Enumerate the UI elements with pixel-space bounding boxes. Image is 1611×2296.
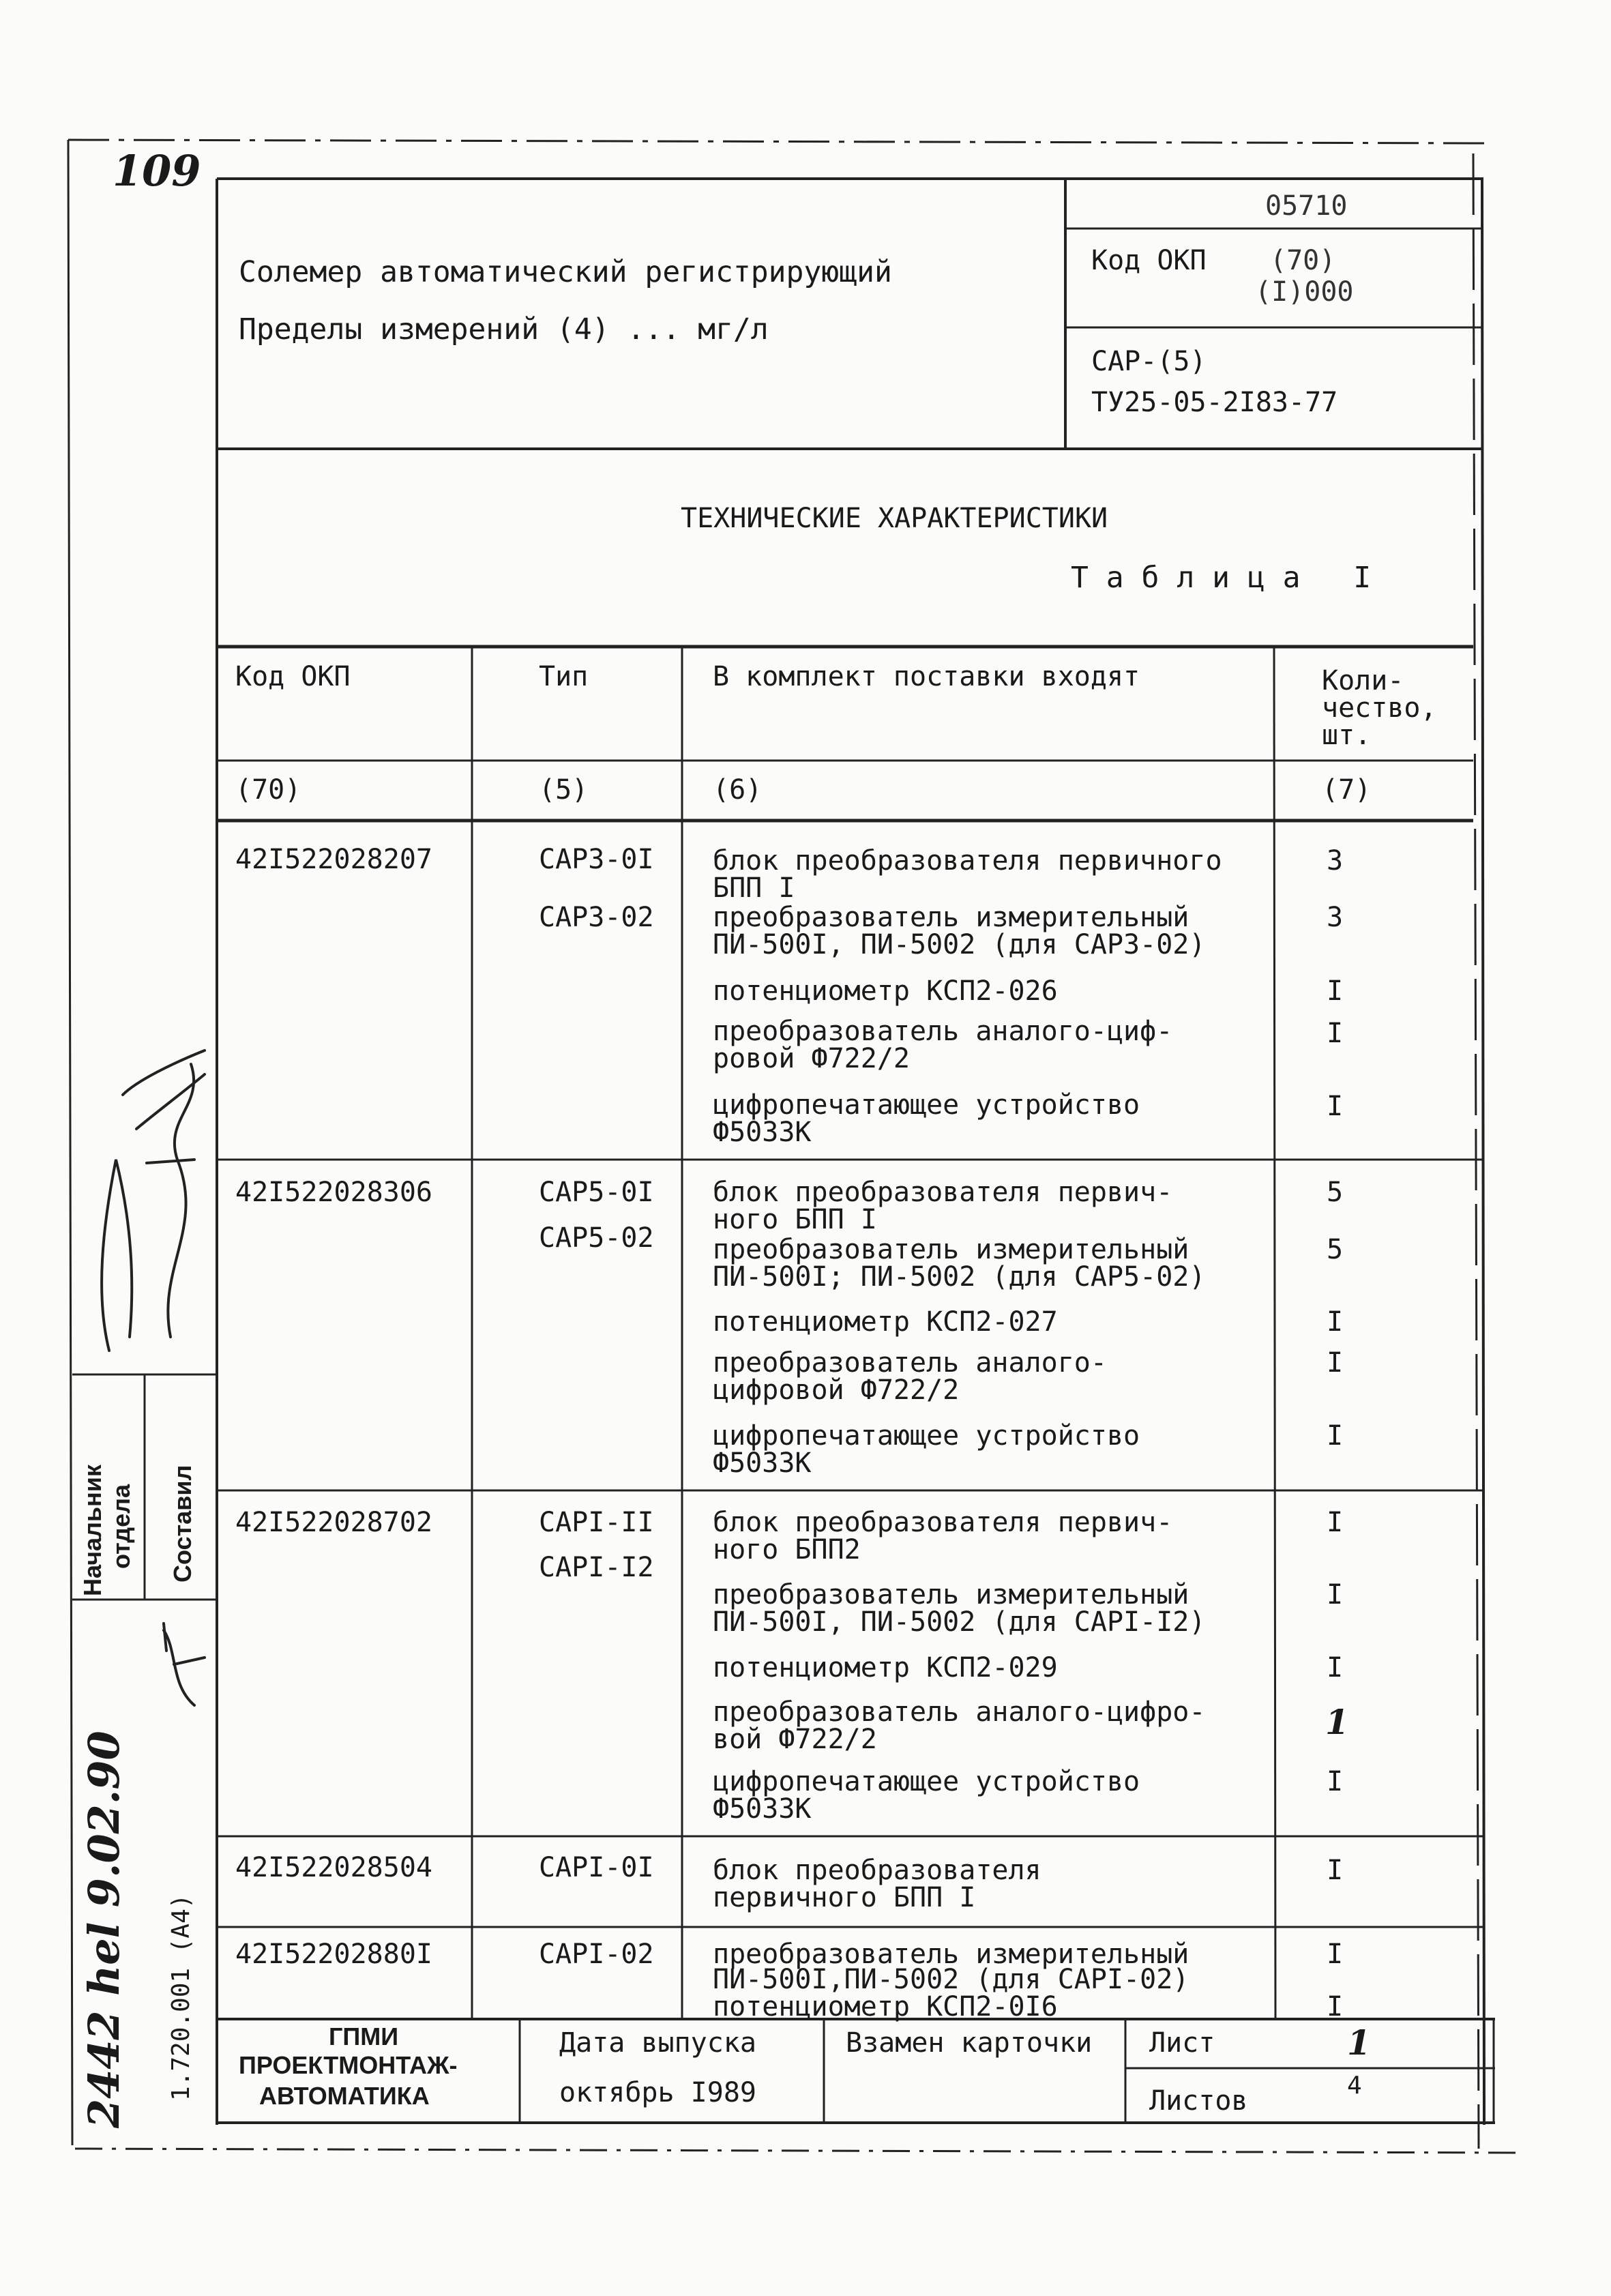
chief-label-1: Начальник	[78, 1465, 106, 1596]
okp-value-1: (70)	[1270, 245, 1336, 276]
item-qty: 5	[1327, 1234, 1344, 1265]
item-qty: 1	[1325, 1702, 1349, 1742]
item-qty: I	[1327, 1991, 1344, 2022]
item-line: потенциометр КСП2-0I6	[713, 1991, 1058, 2022]
item-qty: 3	[1327, 902, 1344, 933]
table-caption: Т а б л и ц а I	[1071, 561, 1372, 595]
item-qty: I	[1327, 1347, 1344, 1379]
item-line: блок преобразователя первич-	[713, 1507, 1173, 1538]
item-line: ПИ-500I, ПИ-5002 (для САРI-I2)	[713, 1606, 1206, 1638]
col-code-7: (7)	[1322, 774, 1372, 806]
item-line: потенциометр КСП2-026	[713, 975, 1058, 1007]
type-value: САРI-02	[539, 1939, 654, 1970]
item-qty: 5	[1327, 1177, 1344, 1208]
item-line: преобразователь измерительный	[713, 1234, 1189, 1265]
item-qty: I	[1327, 975, 1344, 1007]
item-line: преобразователь аналого-	[713, 1347, 1107, 1379]
page-number: 109	[113, 146, 201, 196]
handwritten-registration: 2442 hel 9.02.90	[79, 1731, 129, 2128]
item-line: БПП I	[713, 872, 795, 904]
item-qty: I	[1327, 1507, 1344, 1538]
type-value: САРI-I2	[539, 1552, 654, 1583]
item-line: блок преобразователя	[713, 1855, 1041, 1886]
col-header-type: Тип	[539, 661, 589, 692]
measurement-range: Пределы измерений (4) ... мг/л	[239, 312, 769, 347]
okp-value-2: (I)000	[1255, 276, 1354, 308]
type-value: САР5-02	[539, 1222, 654, 1254]
product-title: Солемер автоматический регистрирующий	[239, 255, 892, 289]
item-qty: 3	[1327, 845, 1344, 877]
signature-compiler	[168, 1064, 194, 1337]
item-line: Ф5033К	[713, 1117, 812, 1148]
col-code-5: (5)	[539, 774, 589, 806]
item-line: преобразователь аналого-цифро-	[713, 1696, 1206, 1728]
item-qty: I	[1327, 1420, 1344, 1452]
item-qty: I	[1327, 1855, 1344, 1886]
item-line: ного БПП I	[713, 1204, 877, 1235]
item-line: ного БПП2	[713, 1534, 861, 1565]
sheets-label: Листов	[1149, 2085, 1248, 2117]
item-line: вой Ф722/2	[713, 1724, 877, 1755]
item-qty: I	[1327, 1579, 1344, 1610]
type-value: САР5-0I	[539, 1177, 654, 1208]
item-line: ровой Ф722/2	[713, 1043, 910, 1074]
col-header-qty-3: шт.	[1322, 720, 1372, 751]
item-qty: I	[1327, 1306, 1344, 1338]
compiled-label: Составил	[168, 1465, 196, 1583]
item-qty: I	[1327, 1652, 1344, 1683]
tu-designation: ТУ25-05-2I83-77	[1091, 387, 1338, 418]
okp-code: 42I522028702	[235, 1507, 432, 1538]
sheet-label: Лист	[1149, 2027, 1215, 2059]
item-line: цифровой Ф722/2	[713, 1374, 960, 1406]
signature-chief	[102, 1160, 132, 1351]
item-qty: I	[1327, 1091, 1344, 1122]
item-line: первичного БПП I	[713, 1882, 976, 1913]
item-line: цифропечатающее устройство	[713, 1420, 1140, 1452]
okp-code: 42I522028207	[235, 844, 432, 875]
type-value: САР3-02	[539, 902, 654, 933]
item-line: преобразователь измерительный	[713, 1939, 1189, 1970]
item-qty: I	[1327, 1766, 1344, 1797]
col-code-6: (6)	[713, 774, 763, 806]
item-line: блок преобразователя первичного	[713, 845, 1222, 877]
model-designation: САР-(5)	[1091, 346, 1207, 377]
okp-code: 42I522028504	[235, 1852, 432, 1883]
doc-code: 1.720.001 (А4)	[167, 1894, 195, 2101]
item-qty: I	[1327, 1939, 1344, 1970]
item-line: потенциометр КСП2-027	[713, 1306, 1058, 1338]
item-line: преобразователь измерительный	[713, 1579, 1189, 1610]
card-code: 05710	[1265, 190, 1348, 222]
release-label: Дата выпуска	[559, 2027, 756, 2059]
item-line: цифропечатающее устройство	[713, 1766, 1140, 1797]
col-header-contents: В комплект поставки входят	[713, 661, 1140, 692]
col-header-qty-2: чество,	[1322, 692, 1437, 724]
section-title: ТЕХНИЧЕСКИЕ ХАРАКТЕРИСТИКИ	[681, 503, 1108, 534]
item-line: Ф5033К	[713, 1793, 812, 1825]
okp-code: 42I52202880I	[235, 1939, 432, 1970]
item-line: преобразователь аналого-циф-	[713, 1016, 1173, 1047]
type-value: САРI-0I	[539, 1852, 654, 1883]
org-name-1: ГПМИ	[329, 2022, 399, 2050]
col-header-code: Код ОКП	[235, 661, 351, 692]
sheets-value: 4	[1347, 2072, 1362, 2100]
col-code-70: (70)	[235, 774, 301, 806]
okp-label: Код ОКП	[1091, 245, 1207, 276]
replace-label: Взамен карточки	[846, 2027, 1093, 2059]
chief-label-2: отдела	[107, 1484, 135, 1569]
item-line: цифропечатающее устройство	[713, 1089, 1140, 1121]
item-qty: I	[1327, 1018, 1344, 1049]
item-line: потенциометр КСП2-029	[713, 1652, 1058, 1683]
org-name-3: АВТОМАТИКА	[259, 2082, 430, 2110]
item-line: преобразователь измерительный	[713, 902, 1189, 933]
type-value: САРI-II	[539, 1507, 654, 1538]
okp-code: 42I522028306	[235, 1177, 432, 1208]
release-value: октябрь I989	[559, 2077, 756, 2108]
item-line: ПИ-500I; ПИ-5002 (для САР5-02)	[713, 1261, 1206, 1293]
type-value: САР3-0I	[539, 844, 654, 875]
sheet-value: 1	[1347, 2022, 1371, 2063]
col-header-qty-1: Коли-	[1322, 665, 1404, 696]
org-name-2: ПРОЕКТМОНТАЖ-	[239, 2051, 458, 2079]
item-line: блок преобразователя первич-	[713, 1177, 1173, 1208]
item-line: Ф5033К	[713, 1447, 812, 1479]
item-line: ПИ-500I, ПИ-5002 (для САР3-02)	[713, 929, 1206, 960]
item-line: ПИ-500I,ПИ-5002 (для САРI-02)	[713, 1964, 1189, 1995]
